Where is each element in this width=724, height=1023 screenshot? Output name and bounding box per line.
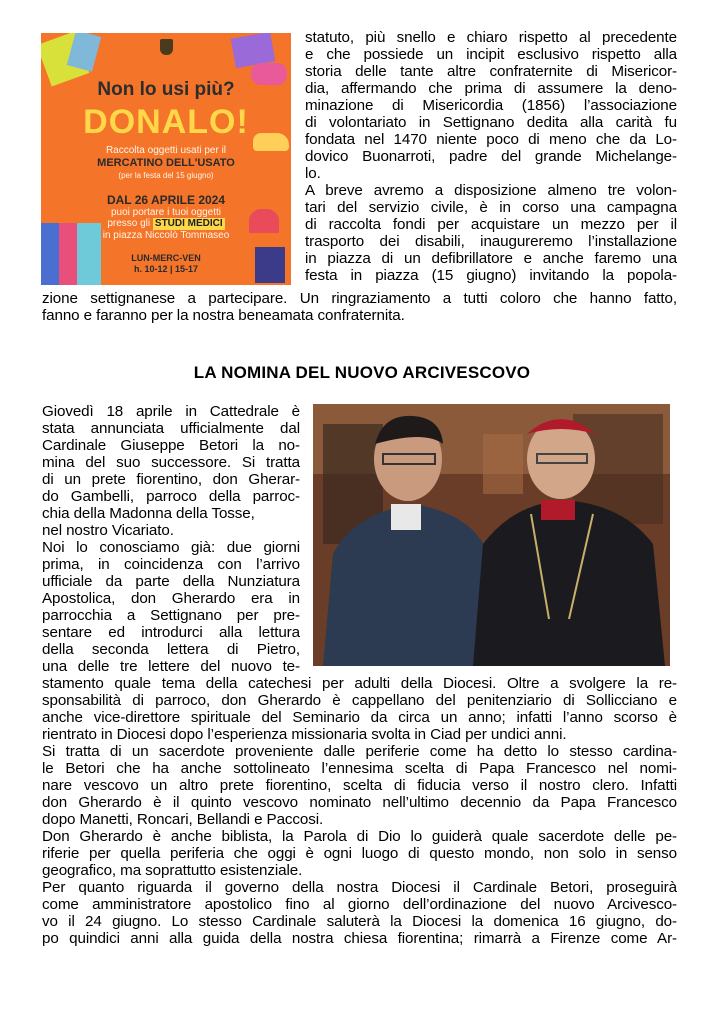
text-line: come amministratore apostolico fino al giorno dell’ordinazione del nuovo Arcivesco- xyxy=(42,896,677,913)
text-line: vo il 24 giugno. Lo stesso Cardinale saluterà la Diocesi la domenica 16 giugno, do- xyxy=(42,913,677,930)
text-line: do Gambelli, parroco della parroc- xyxy=(42,488,300,505)
text-line: lo. xyxy=(305,165,321,182)
text-line: zione settignanese a partecipare. Un ringraziamento a tutti coloro che hanno fatto, xyxy=(42,290,677,307)
poster-headline: DONALO! xyxy=(83,103,249,141)
poster-text-3: puoi portare i tuoi oggetti xyxy=(110,207,222,218)
text-line: nel nostro Vicariato. xyxy=(42,522,174,539)
text-line: fanno e faranno per la nostra beneamata confraternita. xyxy=(42,307,405,324)
text-line: Apostolica, don Gherardo era in xyxy=(42,590,300,607)
text-line: stata annunciata ufficialmente dal xyxy=(42,420,300,437)
archbishop-photo xyxy=(313,404,670,666)
poster-presso: presso gli xyxy=(107,218,151,229)
text-line: po quindici anni alla guida della nostra chiesa fiorentina; rimarrà a Firenze come Ar- xyxy=(42,930,677,947)
text-line: sponsabilità di parroco, don Gherardo è cappellano del penitenziario di Sollicciano e xyxy=(42,692,677,709)
text-line: Noi lo conosciamo già: due giorni xyxy=(42,539,300,556)
text-line: di volontariato in Settignano dedita alla carità fu xyxy=(305,114,677,131)
poster-hours: h. 10-12 | 15-17 xyxy=(133,264,199,274)
text-line: geografico, ma soprattutto esistenziale. xyxy=(42,862,303,879)
text-line: dopo Manetti, Roncari, Bellandi e Paccosi. xyxy=(42,811,324,828)
text-line: dia, affermando che prima di assumere la deno- xyxy=(305,80,677,97)
text-line: nare vescovo un altro prete fiorentino, scelta di fiducia verso il nostro clero. Infatti xyxy=(42,777,677,794)
photo-illustration xyxy=(313,404,670,666)
text-line: in piazza di un defibrillatore e anche faremo una xyxy=(305,250,677,267)
poster-tag: STUDI MEDICI xyxy=(154,218,223,229)
text-line: stamento quale tema della catechesi per adulti della Diocesi. Oltre a svolgere la re- xyxy=(42,675,677,692)
text-line: sentare ed introdurci alla lettura xyxy=(42,624,300,641)
poster-text-4 xyxy=(41,218,291,230)
text-line: Si tratta di un sacerdote proveniente dalle periferie come ha detto lo stesso cardina- xyxy=(42,743,677,760)
poster-question: Non lo usi più? xyxy=(97,79,235,100)
text-line: ufficiale da parte della Nunziatura xyxy=(42,573,300,590)
text-line: dovico Buonarroti, padre del grande Michelange- xyxy=(305,148,677,165)
poster-date: DAL 26 APRILE 2024 xyxy=(106,193,226,207)
text-line: parrocchia a Settignano per pre- xyxy=(42,607,300,624)
text-line: chia della Madonna della Tosse, xyxy=(42,505,255,522)
crest-icon xyxy=(160,39,173,55)
poster-text-2: (per la festa del 15 giugno) xyxy=(118,171,214,180)
text-line: storia delle tante altre confraternite di Misericor- xyxy=(305,63,677,80)
text-line: della seconda lettera di Pietro, xyxy=(42,641,300,658)
text-line: le Betori che ha anche sottolineato l’ennesima scelta di Papa Francesco nel nomi- xyxy=(42,760,677,777)
text-line: statuto, più snello e chiaro rispetto al precedente xyxy=(305,29,677,46)
text-line: mina del suo successore. Si tratta xyxy=(42,454,300,471)
text-line: minazione di Misericordia (1856) l’associazione xyxy=(305,97,677,114)
mercatino-poster xyxy=(41,33,291,285)
poster-days: LUN-MERC-VEN xyxy=(131,253,201,263)
text-line: Giovedì 18 aprile in Cattedrale è xyxy=(42,403,300,420)
text-line: don Gherardo è il quinto vescovo nominato nell’ultimo decennio da Papa Francesco xyxy=(42,794,677,811)
text-line: riferie per quella periferia che oggi è ogni luogo di questo mondo, non solo in senso xyxy=(42,845,677,862)
text-line: trasporto dei disabili, inaugureremo l’installazione xyxy=(305,233,677,250)
text-line: Cardinale Giuseppe Betori la no- xyxy=(42,437,300,454)
text-line: festa in piazza (15 giugno) invitando la popola- xyxy=(305,267,677,284)
text-line: rientrato in Diocesi dopo l’esperienza missionaria svolta in Ciad per undici anni. xyxy=(42,726,567,743)
text-line: una delle tre lettere del nuovo te- xyxy=(42,658,300,675)
text-line: A breve avremo a disposizione almeno tre volon- xyxy=(305,182,677,199)
section-title: LA NOMINA DEL NUOVO ARCIVESCOVO xyxy=(193,363,531,382)
text-line: Don Gherardo è anche biblista, la Parola di Dio lo guiderà quale sacerdote delle pe- xyxy=(42,828,677,845)
text-line: e che possiede un incipit esclusivo rispetto alla xyxy=(305,46,677,63)
poster-mercatino: MERCATINO DELL'USATO xyxy=(97,157,235,169)
text-line: prima, in coincidenza con l’arrivo xyxy=(42,556,300,573)
text-line: tari del servizio civile, è in corso una campagna xyxy=(305,199,677,216)
text-line: anche vice-direttore spirituale del Seminario da circa un anno; infatti l’anno scorso è xyxy=(42,709,677,726)
text-line: fondata nel 1470 niente poco di meno che da Lo- xyxy=(305,131,677,148)
text-line: di raccolta fondi per acquistare un mezzo per il xyxy=(305,216,677,233)
text-line: Per quanto riguarda il governo della nostra Diocesi il Cardinale Betori, proseguirà xyxy=(42,879,677,896)
text-line: di un prete fiorentino, don Gherar- xyxy=(42,471,300,488)
poster-text-1: Raccolta oggetti usati per il xyxy=(105,145,227,156)
poster-text-5: in piazza Niccolò Tommaseo xyxy=(102,230,230,241)
